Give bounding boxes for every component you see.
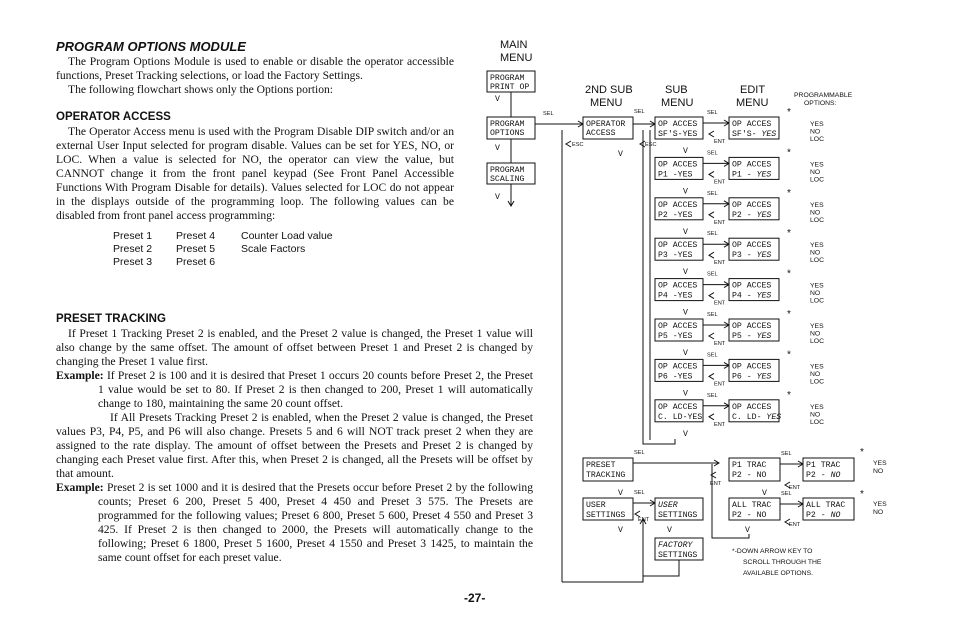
esc-label: ESC [645,142,657,148]
box-line: P5 - YES [732,332,772,341]
down-arrow: V [683,429,688,439]
down-arrow: V [683,349,688,358]
arrow-head [709,131,714,137]
option-text: YES [873,460,887,467]
option-text: LOC [810,257,824,265]
down-arrow: V [495,193,500,202]
box-line: ALL TRAC [732,501,772,510]
flowchart-headers [500,39,853,109]
asterisk: * [787,228,791,240]
option-text: NO [810,330,821,338]
option-text: NO [810,128,821,136]
box-line: SCALING [490,175,525,184]
sel-label: SEL [707,271,718,278]
page-number: -27- [464,591,486,605]
box-line: USER [658,501,678,510]
ent-label: ENT [714,219,726,226]
ent-label: ENT [710,481,722,487]
box-line: P3 - YES [732,251,772,261]
box-line: P5 -YES [658,332,693,341]
footnote [732,548,822,577]
arrow-head [709,373,714,379]
header-second-1: 2ND SUB [585,84,633,96]
option-text: YES [873,501,887,508]
box-line: P2 - NO [732,471,767,480]
box-line: P6 -YES [658,372,693,382]
box-line: SF'S- YES [732,130,777,139]
sel-label: SEL [707,150,718,157]
option-text: NO [810,209,821,217]
box-line: OP ACCES [658,200,698,210]
box-line: SETTINGS [658,511,698,520]
box-line: OP ACCES [732,241,772,251]
box-line: P1 TRAC [732,461,767,470]
option-text: YES [810,363,824,371]
header-prog-2: OPTIONS: [804,100,837,107]
box-line: OP ACCES [732,281,772,291]
main-menu-column [487,71,535,206]
down-arrow: V [762,489,767,498]
table-row: Preset 2 Preset 5 Scale Factors [113,243,306,255]
asterisk: * [787,349,791,361]
option-text: YES [810,242,824,250]
box-line: OP ACCES [732,322,772,331]
down-arrow: V [745,526,750,535]
header-main-2: MENU [500,52,533,64]
arrow-head [709,333,714,339]
asterisk: * [860,447,864,458]
footnote-line: *-DOWN ARROW KEY TO [732,548,813,555]
box-line: P6 - YES [732,372,772,382]
down-arrow: V [495,95,500,104]
option-text: LOC [810,378,824,386]
operator-access-heading: OPERATOR ACCESS [56,111,171,123]
box-line: OP ACCES [732,120,772,129]
option-text: LOC [810,176,824,184]
box-line: P2 - NO [806,511,841,520]
example-1: Example: If Preset 2 is 100 and it is desired that Preset 1 occurs 20 counts before Preset 2, the Preset 1 value would be set to 80. If Preset 2 is then changed to 200, Preset 1 will automatically change to 180, maintaining the same 20 count offset. [56,369,533,410]
box-line: OP ACCES [658,241,698,251]
box-line: ALL TRAC [806,501,846,510]
down-arrow: V [683,308,688,318]
option-text: NO [810,249,821,257]
option-text: NO [810,411,821,419]
ent-label: ENT [714,421,726,428]
footnote-line: AVAILABLE OPTIONS. [743,570,814,577]
ent-label: ENT [789,522,801,528]
box-line: P2 - NO [732,511,767,520]
box-line: SF'S-YES [658,130,698,139]
box-line: SETTINGS [586,511,626,520]
ent-label: ENT [789,485,801,491]
preset-tracking-heading: PRESET TRACKING [56,313,166,325]
sel-label: SEL [543,111,554,117]
option-text: NO [873,468,884,475]
sel-label: SEL [707,231,718,238]
down-arrow: V [683,147,688,156]
option-text: YES [810,201,824,209]
box-line: SETTINGS [658,551,698,560]
asterisk: * [787,187,791,199]
example-2: Example: Preset 2 is set 1000 and it is desired that the Presets occur before Preset 2 by the following counts; Preset 6 200, Preset 5 400, Preset 4 450 and Preset 3 575. The Presets are programmed for the following values; Preset 6 800, Preset 5 600, Preset 4 550 and Preset 3 425. If Preset 2 is then changed to 2000, the Presets will automatically change to the following; Preset 6 1800, Preset 5 1600, Preset 4 1550 and Preset 3 1425, to maintain the same count offset for each preset value. [56,481,533,564]
down-arrow: V [683,187,688,197]
box-line: P4 -YES [658,291,693,301]
header-main-1: MAIN [500,39,528,51]
asterisk: * [787,389,791,401]
box-line: C. LD- YES [732,412,782,422]
header-prog-1: PROGRAMMABLE [794,92,853,99]
header-edit-1: EDIT [740,84,766,96]
sel-label: SEL [781,491,792,497]
header-sub-2: MENU [661,97,694,109]
arrow-head [709,252,714,258]
ent-label: ENT [714,381,726,388]
option-text: LOC [810,136,824,143]
table-row: Preset 1 Preset 4 Counter Load value [113,230,333,242]
down-arrow: V [618,150,623,159]
box-line: ACCESS [586,129,616,138]
down-arrow: V [683,227,688,237]
box-line: OP ACCES [658,281,698,291]
box-line: P2 - YES [732,210,772,220]
box-line: PRESET [586,461,616,470]
box-line: USER [586,501,606,510]
down-arrow: V [618,526,623,535]
box-line: OP ACCES [658,120,698,129]
esc-label: ESC [572,142,584,148]
intro-paragraph: The Program Options Module is used to enable or disable the operator accessible functions, Preset Tracking selections, or load the Factory Settings. [56,55,454,82]
option-text: YES [810,323,824,330]
box-line: P3 -YES [658,251,693,261]
intro-flowchart-note: The following flowchart shows only the Options portion: [68,83,334,96]
ent-label: ENT [714,139,726,145]
all-presets-paragraph: If All Presets Tracking Preset 2 is enabled, when the Preset 2 value is changed, the Preset values P3, P4, P5, and P6 will also change. Presets 5 and 6 will NOT track preset 2 when they are assigned to the rate display. The amount of offset between the Presets and Preset 2 is changed by changing each Preset value first. After this, when Preset 2 is changed, all the Presets will be offset by that amount. [56,411,533,480]
box-line: OP ACCES [732,362,772,372]
box-line: OP ACCES [658,362,698,372]
sel-label: SEL [707,312,718,318]
box-line: OP ACCES [732,402,772,412]
ent-label: ENT [714,260,726,267]
box-line: P4 - YES [732,291,772,301]
sel-label: SEL [707,392,718,399]
sel-label: SEL [634,109,645,115]
box-line: FACTORY [658,541,693,550]
sel-label: SEL [781,451,792,457]
option-text: YES [810,282,824,290]
down-arrow: V [683,389,688,399]
footnote-line: SCROLL THROUGH THE [743,559,822,566]
ent-label: ENT [714,341,726,347]
sel-label: SEL [707,190,718,197]
box-line: OP ACCES [658,322,698,331]
operator-access-rows [650,107,824,440]
down-arrow: V [495,144,500,153]
down-arrow: V [683,268,688,278]
option-text: LOC [810,297,824,305]
sel-label: SEL [707,110,718,116]
box-line: PROGRAM [490,166,525,175]
header-sub-1: SUB [665,84,688,96]
loop-line [562,560,643,582]
arrow-head [709,171,714,177]
box-line: TRACKING [586,471,626,480]
table-row: Preset 3 Preset 6 [113,256,216,268]
box-line: P2 -YES [658,210,693,220]
sel-label: SEL [707,352,718,359]
option-text: LOC [810,338,824,345]
box-line: P1 -YES [658,170,693,180]
header-edit-2: MENU [736,97,769,109]
ent-label: ENT [714,300,726,307]
box-line: P2 - NO [806,471,841,480]
box-line: PROGRAM [490,74,525,83]
box-line: P1 - YES [732,170,772,180]
ent-label: ENT [714,179,726,186]
option-text: NO [810,168,821,176]
arrow-head [709,212,714,218]
asterisk: * [860,489,864,500]
header-second-2: MENU [590,97,623,109]
box-line: PRINT OP [490,83,530,92]
asterisk: * [787,107,791,118]
tracking-section [562,130,887,582]
option-text: NO [873,509,884,516]
option-text: NO [810,370,821,378]
box-line: OP ACCES [732,200,772,210]
box-line: OP ACCES [732,160,772,170]
box-line: C. LD-YES [658,412,703,422]
operator-access-text: The Operator Access menu is used with the Program Disable DIP switch and/or an external User Input selected for program disable. Values can be set for YES, NO, or LOC. When a value is selected for NO, the operator can view the value, but CANNOT change it from the front panel keypad (See Front Panel Accessible Functions With Program Disable for details). Values selected for LOC do not appear in the displays outside of the programming loop. The following values can be disabled from front panel access programming: [56,125,454,222]
down-arrow: V [618,489,623,498]
asterisk: * [787,309,791,320]
option-text: LOC [810,216,824,224]
asterisk: * [787,147,791,159]
arrow-head [709,293,714,299]
down-arrow: V [667,526,672,535]
option-text: YES [810,403,824,411]
arrow-head [709,414,714,420]
box-line: OPTIONS [490,129,525,138]
option-text: YES [810,121,824,128]
asterisk: * [787,268,791,280]
sel-label: SEL [634,450,645,456]
box-line: P1 TRAC [806,461,841,470]
box-line: OPERATOR [586,120,626,129]
option-text: LOC [810,418,824,426]
box-line: OP ACCES [658,160,698,170]
arrow-head [566,141,571,147]
sel-label: SEL [634,490,645,496]
box-line: OP ACCES [658,402,698,412]
module-title: PROGRAM OPTIONS MODULE [56,39,246,54]
option-text: NO [810,290,821,298]
ent-label: ENT [638,517,650,523]
second-sub-menu [535,109,675,444]
preset-tracking-paragraph: If Preset 1 Tracking Preset 2 is enabled, and the Preset 2 value is changed, the Preset 1 value will also change by the same offset. The amount of offset between Preset 1 and Preset 2 is changed by changing the Preset 1 value first. [56,327,533,368]
option-text: YES [810,161,824,169]
box-line: PROGRAM [490,120,525,129]
